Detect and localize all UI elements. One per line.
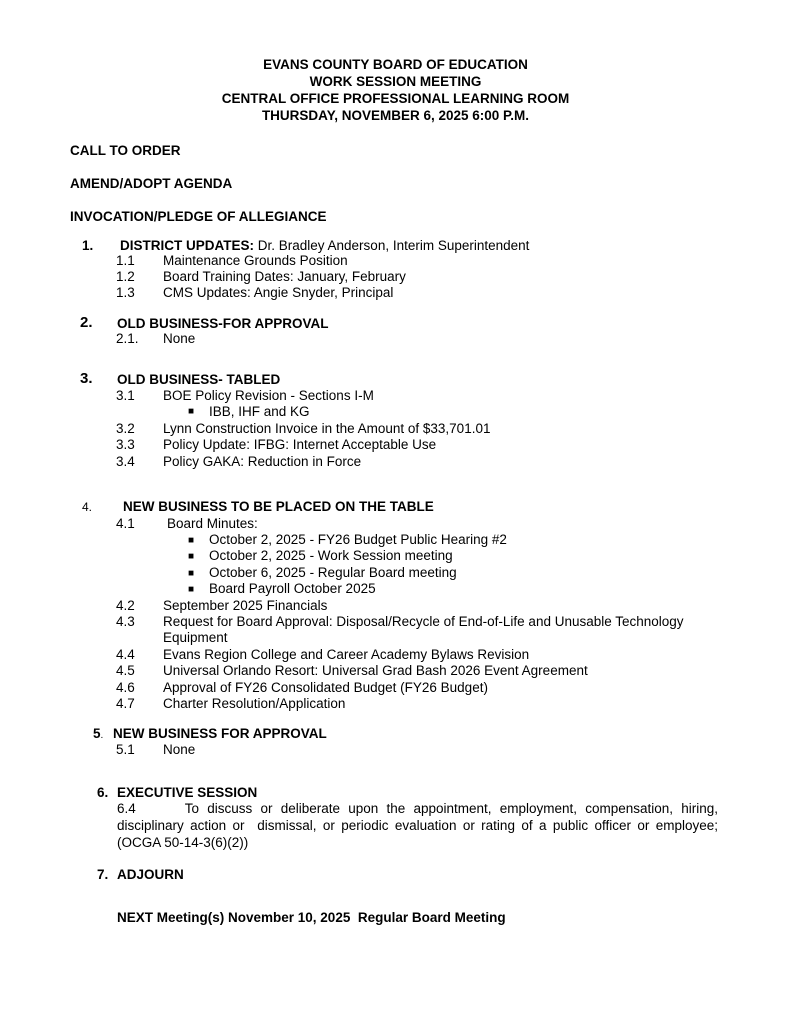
item-3-1-text: BOE Policy Revision - Sections I-M [163, 388, 374, 403]
bullet-icon: ■ [188, 535, 195, 546]
item-4-4-text: Evans Region College and Career Academy Bylaws Revision [163, 647, 530, 662]
item-3-3-text: Policy Update: IFBG: Internet Acceptable Use [163, 437, 437, 452]
item-4-5-number: 4.5 [116, 663, 135, 678]
header-datetime: THURSDAY, NOVEMBER 6, 2025 6:00 P.M. [261, 108, 530, 123]
section-7-number: 7. [97, 867, 109, 882]
item-3-3-number: 3.3 [116, 437, 135, 452]
item-1-3-number: 1.3 [116, 285, 135, 300]
invocation-pledge: INVOCATION/PLEDGE OF ALLEGIANCE [70, 209, 327, 224]
item-4-4-number: 4.4 [116, 647, 135, 662]
item-1-1-text: Maintenance Grounds Position [163, 253, 348, 268]
item-1-2-text: Board Training Dates: January, February [163, 269, 406, 284]
section-5-number: 5 [93, 726, 101, 741]
item-4-7-number: 4.7 [116, 696, 135, 711]
section-6-title: EXECUTIVE SESSION [117, 785, 258, 800]
bullet-icon: ■ [188, 406, 195, 417]
bullet-icon: ■ [188, 551, 195, 562]
section-1-presenter: Dr. Bradley Anderson, Interim Superintendent [254, 238, 530, 253]
header-location: CENTRAL OFFICE PROFESSIONAL LEARNING ROOM [221, 91, 570, 106]
executive-session-paragraph: 6.4 To discuss or deliberate upon the appointment, employment, compensation, hiring, disciplinary action or dismissal, or periodic evaluation or rating of a public officer or employee; (OCGA 50-14-3(6)(2)) [117, 801, 722, 850]
section-5-title: NEW BUSINESS FOR APPROVAL [113, 726, 327, 741]
item-5-1-text: None [163, 742, 196, 757]
item-4-3-text: Request for Board Approval: Disposal/Recycle of End-of-Life and Unusable Technology [163, 614, 684, 629]
bullet-icon: ■ [188, 584, 195, 595]
item-3-1-sub-1: IBB, IHF and KG [209, 404, 310, 419]
section-5-dot: . [100, 730, 104, 741]
item-3-2-number: 3.2 [116, 421, 135, 436]
item-4-5-text: Universal Orlando Resort: Universal Grad Bash 2026 Event Agreement [163, 663, 588, 678]
item-4-1-sub-1: October 2, 2025 - FY26 Budget Public Hearing #2 [209, 532, 507, 547]
item-4-6-text: Approval of FY26 Consolidated Budget (FY26 Budget) [163, 680, 488, 695]
item-4-7-text: Charter Resolution/Application [163, 696, 346, 711]
bullet-icon: ■ [188, 568, 195, 579]
section-2-number: 2. [80, 314, 93, 331]
item-4-1-sub-2: October 2, 2025 - Work Session meeting [209, 548, 453, 563]
amend-adopt-agenda: AMEND/ADOPT AGENDA [70, 176, 233, 191]
header-meeting-type: WORK SESSION MEETING [309, 74, 482, 89]
item-5-1-number: 5.1 [116, 742, 135, 757]
section-7-title: ADJOURN [117, 867, 184, 882]
item-4-2-text: September 2025 Financials [163, 598, 328, 613]
item-3-4-number: 3.4 [116, 454, 135, 469]
item-1-1-number: 1.1 [116, 253, 135, 268]
item-4-1-sub-3: October 6, 2025 - Regular Board meeting [209, 565, 457, 580]
next-meeting: NEXT Meeting(s) November 10, 2025 Regular Board Meeting [117, 910, 506, 925]
item-2-1-text: None [163, 331, 196, 346]
item-4-1-number: 4.1 [116, 516, 135, 531]
section-4-number: 4. [82, 500, 93, 514]
section-1-number: 1. [82, 238, 94, 253]
section-1-title: DISTRICT UPDATES: [120, 238, 254, 253]
section-6-number: 6. [97, 785, 109, 800]
item-4-1-sub-4: Board Payroll October 2025 [209, 581, 376, 596]
item-1-2-number: 1.2 [116, 269, 135, 284]
item-4-6-number: 4.6 [116, 680, 135, 695]
call-to-order: CALL TO ORDER [70, 143, 181, 158]
section-3-number: 3. [80, 370, 93, 387]
item-4-2-number: 4.2 [116, 598, 135, 613]
section-5-heading [93, 725, 103, 744]
item-3-1-number: 3.1 [116, 388, 135, 403]
item-4-3-number: 4.3 [116, 614, 135, 629]
item-4-1-text: Board Minutes: [167, 516, 258, 531]
item-3-2-text: Lynn Construction Invoice in the Amount of $33,701.01 [163, 421, 491, 436]
section-4-title: NEW BUSINESS TO BE PLACED ON THE TABLE [123, 499, 434, 514]
item-2-1-number: 2.1. [116, 331, 139, 346]
section-2-title: OLD BUSINESS-FOR APPROVAL [117, 316, 329, 331]
section-3-title: OLD BUSINESS- TABLED [117, 372, 281, 387]
item-3-4-text: Policy GAKA: Reduction in Force [163, 454, 362, 469]
header-org: EVANS COUNTY BOARD OF EDUCATION [263, 57, 528, 72]
item-4-3-text-cont: Equipment [163, 630, 228, 645]
item-1-3-text: CMS Updates: Angie Snyder, Principal [163, 285, 394, 300]
